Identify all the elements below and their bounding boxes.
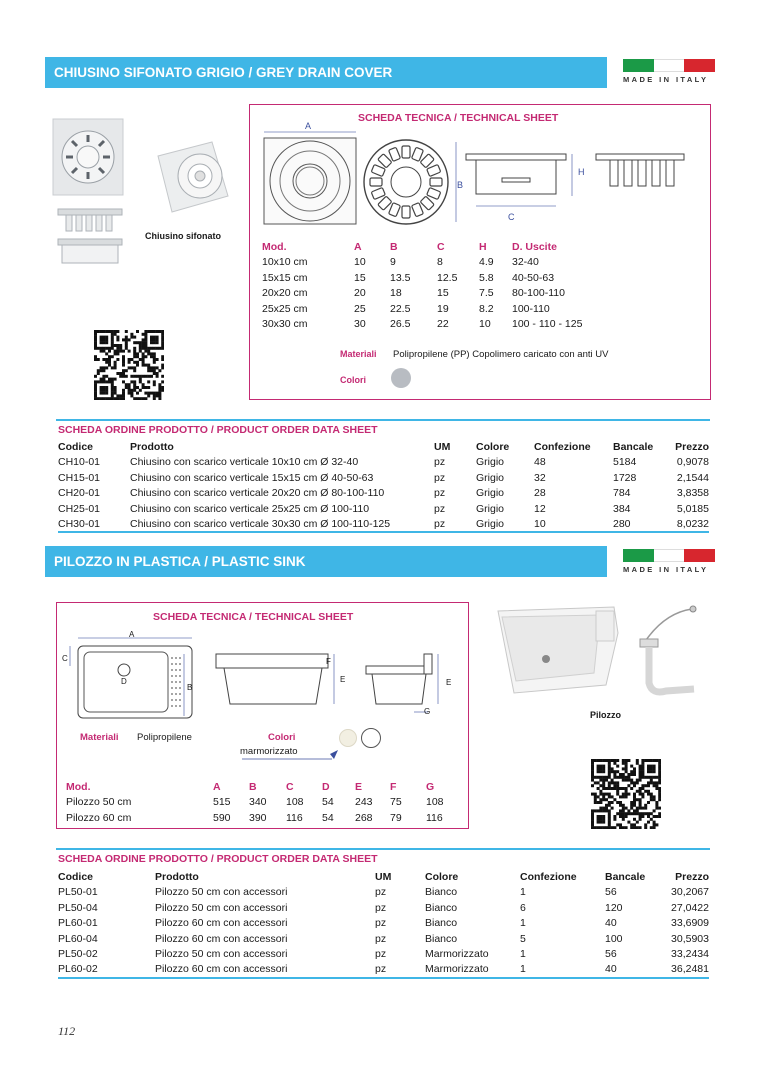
made-in-italy-label-2: MADE IN ITALY <box>623 565 709 574</box>
page-number: 112 <box>58 1024 76 1038</box>
order-cell: PL50-01 <box>58 886 98 899</box>
table-row <box>58 916 709 932</box>
sink-dim-label-g: G <box>424 707 431 716</box>
order-cell: pz <box>375 948 387 961</box>
order-cell: Pilozzo 50 cm con accessori <box>155 886 288 899</box>
order-header-row <box>58 439 709 455</box>
order-cell: 33,6909 <box>671 917 709 930</box>
order-cell: 1 <box>520 886 526 899</box>
spec-cell: 4.9 <box>479 256 494 269</box>
section-title-plastic-sink: PILOZZO IN PLASTICA / PLASTIC SINK <box>45 546 607 577</box>
spec-cell: 26.5 <box>390 318 411 331</box>
spec-cell: 54 <box>322 811 334 824</box>
order-cell: CH30-01 <box>58 517 130 533</box>
order-cell: 40 <box>605 917 617 930</box>
order-cell: Pilozzo 60 cm con accessori <box>155 932 288 945</box>
order-cell: 33,2434 <box>671 948 709 961</box>
order-header-cell: Prezzo <box>675 870 709 883</box>
order-header-cell: Codice <box>58 870 94 883</box>
spec-cell: 20 <box>354 287 366 300</box>
order-cell: 1 <box>520 962 605 978</box>
order-cell: Chiusino con scarico verticale 10x10 cm Ø 32-40 <box>130 456 359 469</box>
order-cell: Grigio <box>476 517 534 533</box>
order-header-cell: Bancale <box>605 870 646 883</box>
order-cell: PL50-04 <box>58 901 98 914</box>
spec-cell: 10 <box>354 256 366 269</box>
sink-dim-label-a: A <box>129 630 135 639</box>
spec-cell: 108 <box>286 796 304 809</box>
order-cell: 100 <box>605 932 623 945</box>
arrow-icon <box>238 740 342 764</box>
dim-label-b: B <box>457 180 464 190</box>
order-cell: 8,0232 <box>663 517 709 533</box>
order-cell: 1 <box>520 948 526 961</box>
order-header-cell: Confezione <box>520 870 577 883</box>
spec-cell: 108 <box>426 796 444 809</box>
materiali-value-2: Polipropilene <box>137 732 192 743</box>
table-row <box>58 962 709 978</box>
spec-header-cell: C <box>437 240 445 253</box>
table-row <box>58 947 709 963</box>
order-cell: 5,0185 <box>676 502 709 515</box>
spec-row <box>262 286 602 302</box>
order-cell: PL50-02 <box>58 948 98 961</box>
spec-cell: 18 <box>390 287 402 300</box>
order-cell: pz <box>434 487 446 500</box>
order-cell: 1 <box>520 917 526 930</box>
order-cell: pz <box>434 471 446 484</box>
order-cell: 784 <box>613 487 631 500</box>
order-cell: 5184 <box>613 456 637 469</box>
colori-label-2: Colori <box>268 732 296 743</box>
order-cell: Bianco <box>425 932 458 945</box>
spec-header-cell: Mod. <box>66 780 91 793</box>
spec-cell: 268 <box>355 811 373 824</box>
order-header-cell: Prodotto <box>155 870 199 883</box>
sink-dim-label-e: E <box>340 675 346 684</box>
spec-cell: 25 <box>354 302 366 315</box>
drain-cover-grid-drawing <box>362 138 462 230</box>
color-swatch-grey <box>391 368 411 388</box>
spec-cell: 32-40 <box>512 256 539 269</box>
spec-cell: Pilozzo 60 cm <box>66 811 132 824</box>
order-cell: pz <box>434 456 446 469</box>
spec-header-cell: C <box>286 780 294 793</box>
order-cell: Marmorizzato <box>425 948 489 961</box>
drain-cover-angled-photo <box>152 138 234 218</box>
order-cell: pz <box>434 502 446 515</box>
spec-row <box>66 795 456 811</box>
spec-cell: 22.5 <box>390 302 411 315</box>
order-cell: 384 <box>613 502 631 515</box>
spec-cell: 13.5 <box>390 271 411 284</box>
order-cell: 36,2481 <box>659 962 709 978</box>
spec-cell: Pilozzo 50 cm <box>66 796 132 809</box>
order-header-cell: Prodotto <box>130 440 174 453</box>
spec-cell: 8.2 <box>479 302 494 315</box>
table-row <box>58 900 709 916</box>
section-title-drain-cover: CHIUSINO SIFONATO GRIGIO / GREY DRAIN COVER <box>45 57 607 88</box>
order-header-cell: Confezione <box>534 440 591 453</box>
table-row <box>58 931 709 947</box>
order-cell: pz <box>375 932 387 945</box>
order-top-rule-2 <box>56 848 710 850</box>
order-cell: CH15-01 <box>58 471 101 484</box>
qr-code-icon <box>94 330 164 400</box>
order-cell: pz <box>375 886 387 899</box>
order-cell: 28 <box>534 487 546 500</box>
order-cell: 56 <box>605 886 617 899</box>
spec-header-cell: F <box>390 780 397 793</box>
sink-dim-label-c: C <box>62 654 68 663</box>
sink-front-drawing <box>212 650 340 710</box>
order-sheet-title-2: SCHEDA ORDINE PRODOTTO / PRODUCT ORDER DATA SHEET <box>58 853 378 865</box>
spec-header-cell: D <box>322 780 330 793</box>
order-cell: Chiusino con scarico verticale 15x15 cm Ø 40-50-63 <box>130 471 374 484</box>
spec-row <box>262 270 602 286</box>
spec-row <box>262 301 602 317</box>
spec-cell: 116 <box>426 811 443 824</box>
italian-flag-icon <box>623 549 715 562</box>
order-cell: PL60-01 <box>58 917 98 930</box>
spec-cell: 340 <box>249 796 267 809</box>
technical-sheet-title: SCHEDA TECNICA / TECHNICAL SHEET <box>358 112 559 124</box>
order-header-cell: UM <box>375 870 392 883</box>
spec-cell: 9 <box>390 256 396 269</box>
order-cell: Marmorizzato <box>425 962 520 978</box>
order-cell: 2,1544 <box>676 471 709 484</box>
table-row <box>58 486 709 502</box>
order-cell: PL60-04 <box>58 932 98 945</box>
spec-cell: 80-100-110 <box>512 287 565 300</box>
order-cell: Pilozzo 50 cm con accessori <box>155 948 288 961</box>
order-cell: Pilozzo 60 cm con accessori <box>155 917 288 930</box>
spec-row <box>66 810 456 826</box>
spec-row <box>262 255 602 271</box>
drain-cover-spec-table <box>262 239 602 332</box>
sink-plan-drawing <box>66 630 196 722</box>
order-cell: Chiusino con scarico verticale 20x20 cm Ø 80-100-110 <box>130 487 385 500</box>
order-cell: 5 <box>520 932 526 945</box>
photo-caption-sink: Pilozzo <box>590 710 621 720</box>
table-row <box>58 455 709 471</box>
spec-cell: 515 <box>213 796 231 809</box>
spec-cell: 12.5 <box>437 271 458 284</box>
spec-cell: 8 <box>437 256 443 269</box>
sink-side-drawing <box>362 652 452 718</box>
spec-header-cell: Mod. <box>262 240 287 253</box>
drain-cover-section-drawing <box>464 148 582 218</box>
dim-label-a: A <box>305 121 312 131</box>
order-cell: 1728 <box>613 471 637 484</box>
order-header-cell: Prezzo <box>675 440 709 453</box>
technical-sheet-title-2: SCHEDA TECNICA / TECHNICAL SHEET <box>153 611 354 623</box>
table-row <box>58 517 709 533</box>
spec-cell: 10 <box>479 318 491 331</box>
order-cell: pz <box>375 917 387 930</box>
order-cell: PL60-02 <box>58 962 155 978</box>
dim-label-h: H <box>578 167 585 177</box>
spec-cell: 75 <box>390 796 402 809</box>
drain-cover-profile-drawing <box>594 150 688 192</box>
spec-cell: 19 <box>437 302 449 315</box>
spec-cell: 25x25 cm <box>262 302 308 315</box>
materiali-label: Materiali <box>340 349 377 359</box>
plastic-sink-photo <box>494 603 706 703</box>
order-header-row-2 <box>58 869 709 885</box>
order-sheet-title: SCHEDA ORDINE PRODOTTO / PRODUCT ORDER DATA SHEET <box>58 424 378 436</box>
spec-cell: 590 <box>213 811 231 824</box>
order-cell: 10 <box>534 517 613 533</box>
order-cell: Bianco <box>425 901 458 914</box>
qr-code-icon-2 <box>591 759 661 829</box>
order-header-cell: Bancale <box>613 440 654 453</box>
spec-cell: 390 <box>249 811 267 824</box>
spec-cell: 10x10 cm <box>262 256 308 269</box>
spec-cell: 100-110 <box>512 302 550 315</box>
spec-cell: 15x15 cm <box>262 271 308 284</box>
table-row <box>58 501 709 517</box>
spec-header-cell: H <box>479 240 487 253</box>
spec-cell: 243 <box>355 796 373 809</box>
spec-header-cell: E <box>355 780 363 793</box>
order-cell: 12 <box>534 502 546 515</box>
sink-dim-label-d: D <box>121 677 127 686</box>
order-cell: 30,2067 <box>671 886 709 899</box>
spec-header-row <box>262 239 602 255</box>
spec-cell: 15 <box>437 287 449 300</box>
order-cell: Pilozzo 60 cm con accessori <box>155 962 375 978</box>
spec-cell: 15 <box>354 271 366 284</box>
spec-header-cell: A <box>213 780 221 793</box>
order-cell: 56 <box>605 948 617 961</box>
sink-spec-header-row <box>66 779 456 795</box>
order-cell: CH25-01 <box>58 502 101 515</box>
order-cell: pz <box>375 962 425 978</box>
spec-cell: 7.5 <box>479 287 494 300</box>
dim-label-c: C <box>508 212 515 222</box>
order-cell: Grigio <box>476 471 505 484</box>
drain-cover-side-photo <box>56 207 124 265</box>
spec-cell: 20x20 cm <box>262 287 308 300</box>
materiali-label-2: Materiali <box>80 732 119 743</box>
spec-cell: 40-50-63 <box>512 271 555 284</box>
color-swatch-white <box>361 728 381 748</box>
order-cell: Grigio <box>476 456 505 469</box>
spec-cell: 100 - 110 - 125 <box>512 318 583 331</box>
made-in-italy-badge <box>623 59 715 87</box>
sink-dim-label-b: B <box>187 683 193 692</box>
order-header-cell: UM <box>434 440 451 453</box>
materiali-value: Polipropilene (PP) Copolimero caricato con anti UV <box>393 349 609 360</box>
order-cell: pz <box>434 517 476 533</box>
order-cell: 27,0422 <box>671 901 709 914</box>
order-cell: CH20-01 <box>58 487 101 500</box>
spec-cell: 79 <box>390 811 402 824</box>
order-cell: Chiusino con scarico verticale 30x30 cm Ø 100-110-125 <box>130 517 434 533</box>
color-swatch-marbled <box>339 729 357 747</box>
made-in-italy-badge-2 <box>623 549 715 577</box>
spec-header-cell: B <box>390 240 398 253</box>
order-cell: 120 <box>605 901 623 914</box>
order-cell: 280 <box>613 517 663 533</box>
spec-header-cell: D. Uscite <box>512 240 557 253</box>
spec-header-cell: B <box>249 780 257 793</box>
table-row <box>58 885 709 901</box>
spec-cell: 30 <box>354 318 366 331</box>
order-cell: 40 <box>605 962 659 978</box>
order-header-cell: Codice <box>58 440 94 453</box>
spec-row <box>262 317 602 333</box>
order-cell: Pilozzo 50 cm con accessori <box>155 901 288 914</box>
table-row <box>58 470 709 486</box>
order-cell: Chiusino con scarico verticale 25x25 cm Ø 100-110 <box>130 502 370 515</box>
marmorizzato-label: marmorizzato <box>240 746 298 757</box>
italian-flag-icon <box>623 59 715 72</box>
order-top-rule <box>56 419 710 421</box>
order-cell: Grigio <box>476 487 505 500</box>
drain-cover-order-table <box>58 439 709 533</box>
order-cell: Bianco <box>425 886 458 899</box>
sink-spec-table <box>66 779 456 826</box>
order-cell: 32 <box>534 471 546 484</box>
order-cell: CH10-01 <box>58 456 101 469</box>
colori-label: Colori <box>340 375 366 385</box>
drain-cover-plan-drawing <box>258 120 363 228</box>
order-cell: Grigio <box>476 502 505 515</box>
drain-cover-top-photo <box>52 118 124 196</box>
order-cell: pz <box>375 901 387 914</box>
photo-caption-drain-cover: Chiusino sifonato <box>145 231 221 241</box>
order-cell: 0,9078 <box>676 456 709 469</box>
order-header-cell: Colore <box>425 870 459 883</box>
sink-dim-label-f: F <box>326 657 331 666</box>
spec-cell: 54 <box>322 796 334 809</box>
spec-header-cell: G <box>426 780 435 793</box>
spec-cell: 116 <box>286 811 303 824</box>
order-cell: 3,8358 <box>676 487 709 500</box>
sink-order-table <box>58 869 709 979</box>
made-in-italy-label: MADE IN ITALY <box>623 75 709 84</box>
order-cell: 6 <box>520 901 526 914</box>
order-cell: 30,5903 <box>671 932 709 945</box>
order-header-cell: Colore <box>476 440 510 453</box>
order-cell: Bianco <box>425 917 458 930</box>
order-cell: 48 <box>534 456 546 469</box>
spec-header-cell: A <box>354 240 362 253</box>
spec-cell: 30x30 cm <box>262 318 308 331</box>
spec-cell: 5.8 <box>479 271 494 284</box>
sink-dim-label-e-side: E <box>446 678 452 687</box>
spec-cell: 22 <box>437 318 449 331</box>
